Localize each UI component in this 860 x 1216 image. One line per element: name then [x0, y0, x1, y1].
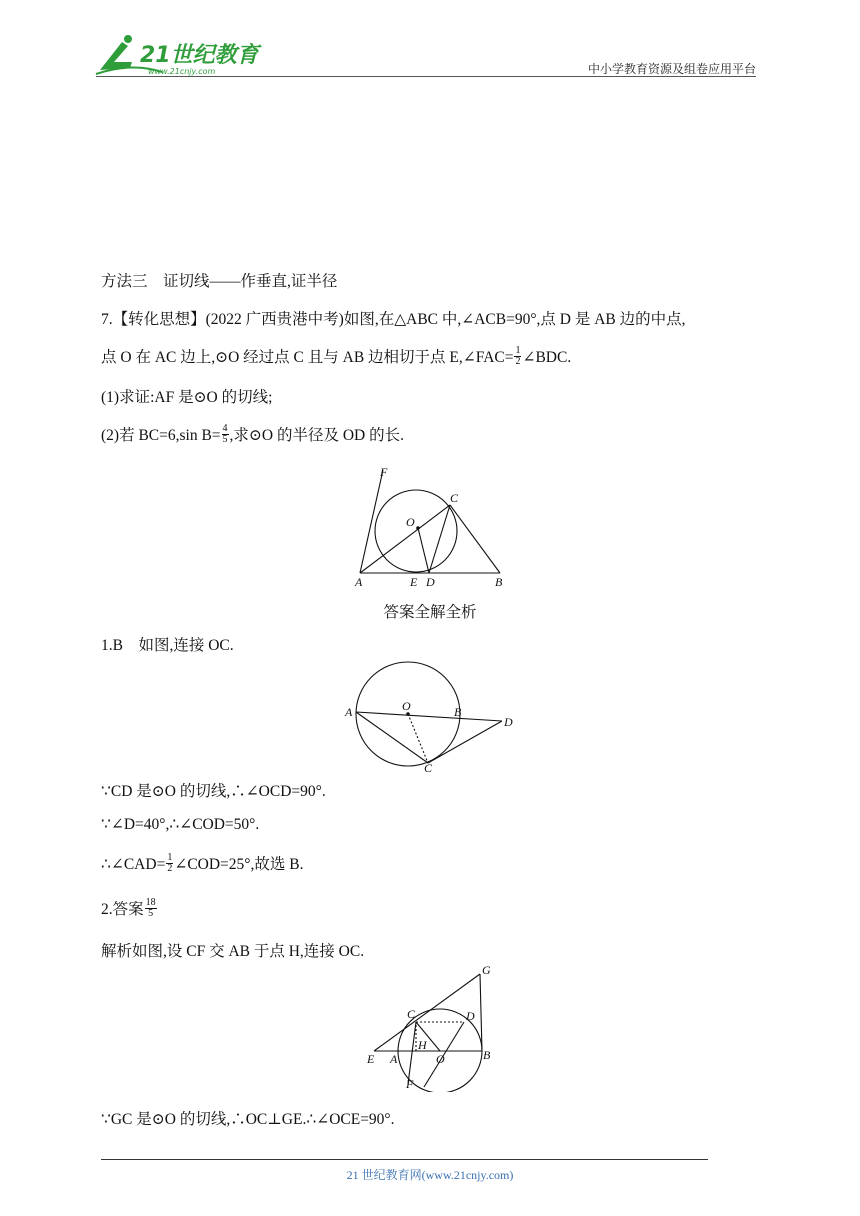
a2-fraction — [145, 898, 157, 919]
q7-line2-b: ∠BDC. — [522, 349, 572, 367]
q7-part2-fraction — [222, 424, 229, 445]
fig1-line-cd — [429, 505, 450, 573]
fig3-label-c: C — [407, 1007, 416, 1021]
answer-heading: 答案全解全析 — [383, 604, 477, 621]
fig3-label-h: H — [418, 1038, 427, 1052]
a1-step1: ∵CD 是⊙O 的切线,∴∠OCD=90°. — [101, 783, 326, 800]
fig2-label-d: D — [504, 715, 513, 729]
a2-step1: ∵GC 是⊙O 的切线,∴OC⊥GE.∴∠OCE=90°. — [101, 1111, 395, 1128]
fig3-line-cf — [408, 1022, 416, 1084]
q7-part2-b: ,求⊙O 的半径及 OD 的长. — [229, 427, 404, 445]
q7-part2 — [101, 423, 404, 447]
q7-part1: (1)求证:AF 是⊙O 的切线; — [101, 389, 273, 406]
a1-line: 1.B 如图,连接 OC. — [101, 637, 234, 654]
fig1-label-d: D — [426, 575, 435, 589]
header-platform-text: 中小学教育资源及组卷应用平台 — [587, 62, 756, 76]
q7-fraction — [514, 346, 521, 367]
fig2-line-cd — [428, 721, 502, 763]
fig1-label-e: E — [410, 575, 418, 589]
site-logo — [92, 32, 262, 78]
q7-part2-den: 5 — [222, 434, 228, 445]
q7-part2-num: 4 — [222, 423, 228, 434]
fig3-label-f: F — [406, 1077, 414, 1091]
a1-frac-den: 2 — [167, 863, 173, 874]
a1-step2: ∵∠D=40°,∴∠COD=50°. — [101, 816, 260, 833]
a1-step3-b: ∠COD=25°,故选 B. — [174, 856, 304, 874]
fig3-label-a: A — [390, 1052, 398, 1066]
logo-url: www.21cnjy.com — [148, 67, 216, 76]
a1-fraction — [166, 853, 173, 874]
fig2-label-o: O — [402, 699, 411, 713]
q7-frac-num: 1 — [515, 345, 521, 356]
fig3-line-eg — [374, 974, 480, 1051]
fig1-line-ac — [360, 505, 450, 573]
fig1-label-f: F — [380, 465, 388, 479]
fig1-center-dot — [416, 526, 420, 530]
fig3-label-o: O — [436, 1052, 445, 1066]
fig3-label-b: B — [483, 1048, 491, 1062]
fig3-label-g: G — [482, 963, 491, 977]
a1-step3-a: ∴∠CAD= — [101, 856, 166, 874]
footer-text: 21 世纪教育网(www.21cnjy.com) — [346, 1168, 514, 1182]
a2-frac-num: 18 — [145, 897, 156, 908]
q7-line2 — [101, 345, 572, 369]
fig2-label-a: A — [345, 705, 353, 719]
q7-line1: 7.【转化思想】(2022 广西贵港中考)如图,在△ABC 中,∠ACB=90°,点 D 是 AB 边的中点, — [101, 311, 686, 328]
fig1-line-od — [418, 528, 429, 573]
fig1-label-a: A — [355, 575, 363, 589]
a2-answer-label: 2.答案 — [101, 901, 144, 919]
fig1-label-b: B — [495, 575, 503, 589]
q7-line2-a: 点 O 在 AC 边上,⊙O 经过点 C 且与 AB 边相切于点 E,∠FAC= — [101, 349, 514, 367]
fig1-line-cb — [450, 505, 500, 573]
fig2-label-b: B — [454, 705, 462, 719]
header-rule — [96, 76, 756, 77]
figure-a2 — [362, 962, 502, 1092]
logo-text: 21世纪教育 — [140, 43, 259, 68]
method-title: 方法三 证切线——作垂直,证半径 — [101, 273, 338, 290]
fig1-label-c: C — [450, 491, 459, 505]
fig3-label-e: E — [367, 1052, 375, 1066]
a2-frac-den: 5 — [148, 908, 154, 919]
fig2-line-ad — [356, 712, 502, 721]
a1-frac-num: 1 — [167, 852, 173, 863]
q7-frac-den: 2 — [515, 356, 521, 367]
a2-analysis: 解析如图,设 CF 交 AB 于点 H,连接 OC. — [101, 943, 365, 960]
figure-a1 — [340, 660, 520, 775]
a2-line — [101, 897, 158, 921]
figure-q7 — [350, 462, 515, 592]
q7-part2-a: (2)若 BC=6,sin B= — [101, 427, 221, 445]
footer-rule — [101, 1159, 708, 1160]
fig3-label-d: D — [466, 1009, 475, 1023]
fig1-label-o: O — [406, 515, 415, 529]
fig2-label-c: C — [424, 761, 433, 775]
a1-step3 — [101, 852, 304, 876]
